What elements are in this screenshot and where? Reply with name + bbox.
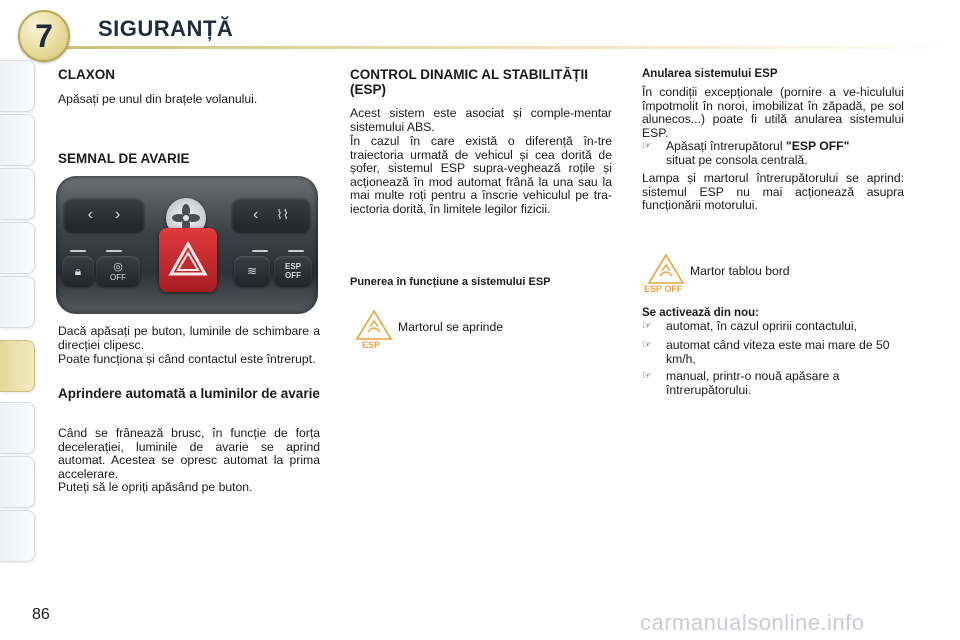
indicator-led	[252, 250, 268, 252]
aprindere-heading: Aprindere automată a luminilor de avarie	[58, 386, 320, 401]
esp-label: ESP	[284, 262, 301, 271]
indicator-led	[70, 250, 86, 252]
esp-text-1: Acest sistem este asociat și comple-mentar sistemului ABS.	[350, 106, 612, 134]
chapter-tab[interactable]	[0, 168, 35, 220]
chapter-tab[interactable]	[0, 402, 35, 454]
esp-off-switch-label: "ESP OFF"	[785, 139, 850, 153]
seat-heat-icon: ⌇⌇	[276, 207, 290, 222]
semnal-heading: SEMNAL DE AVARIE	[58, 151, 190, 166]
reactivare-heading: Se activează din nou:	[642, 307, 759, 319]
list-item	[642, 320, 904, 334]
claxon-text: Apăsați pe unul din brațele volanului.	[58, 92, 258, 106]
martor-aprinde-text: Martorul se aprinde	[398, 320, 503, 334]
aprindere-text-1: Când se frânează brusc, în funcție de forța decelerației, luminile de avarie se aprind automat. Acestea se opresc automat la prima accelerare.	[58, 426, 320, 481]
bullet-text: situat pe consola centrală.	[666, 152, 808, 167]
chapter-tab[interactable]	[0, 456, 35, 508]
chapter-tab[interactable]	[0, 510, 35, 562]
martor-tablou-text: Martor tablou bord	[690, 264, 790, 278]
punerea-heading: Punerea în funcțiune a sistemului ESP	[350, 276, 551, 288]
semnal-text-2: Poate funcționa și când contactul este întrerupt.	[58, 352, 316, 366]
esp-heading: CONTROL DINAMIC AL STABILITĂȚII (ESP)	[350, 67, 588, 97]
chapter-tab[interactable]	[0, 60, 35, 112]
anulare-heading: Anularea sistemului ESP	[642, 68, 778, 80]
header-rule	[60, 46, 950, 49]
chapter-tab[interactable]	[0, 222, 35, 274]
list-item	[642, 140, 904, 167]
chapter-tab[interactable]	[0, 276, 35, 328]
wheel-off-button	[96, 256, 140, 286]
hand-pointer-icon: ☞	[642, 320, 652, 332]
chapter-number: 7	[35, 17, 53, 54]
lampa-text: Lampa și martorul întrerupătorului se aprind: sistemul ESP nu mai acționează asupra funcționării motorului.	[642, 171, 904, 213]
chevron-left-icon: ‹	[252, 206, 259, 223]
chapter-number-badge	[18, 10, 70, 62]
seat-button	[232, 198, 310, 232]
chevron-left-icon: ‹	[87, 206, 93, 223]
watermark: carmanualsonline.info	[640, 610, 865, 635]
esp-off-button	[274, 256, 312, 286]
esp-off-label: OFF	[285, 271, 301, 280]
list-item	[642, 370, 904, 397]
wheel-icon: ◎	[113, 261, 123, 273]
esp-warning-icon	[354, 308, 394, 352]
esp-icon-label: ESP	[362, 340, 381, 350]
lock-icon: 🔒︎	[74, 263, 82, 278]
bullet-text: manual, printr-o nouă apăsare a întrerupătorului.	[666, 369, 840, 397]
turn-signal-button	[64, 198, 144, 232]
esp-off-warning-icon	[642, 252, 690, 298]
esp-off-icon-label: ESP OFF	[644, 284, 683, 294]
list-item	[642, 339, 904, 366]
hand-pointer-icon: ☞	[642, 370, 652, 382]
hand-pointer-icon: ☞	[642, 339, 652, 351]
tyre-icon: ≋	[246, 264, 258, 278]
bullet-text: automat când viteza este mai mare de 50 km/h,	[666, 338, 890, 366]
hand-pointer-icon: ☞	[642, 140, 652, 152]
tyre-button	[234, 256, 270, 286]
bullet-text: automat, în cazul opririi contactului,	[666, 319, 858, 333]
chapter-tab-rail	[0, 60, 38, 580]
hazard-button	[159, 228, 217, 292]
chapter-tab-active[interactable]	[0, 340, 35, 392]
page-number: 86	[32, 606, 50, 623]
anulare-text: În condiții excepționale (pornire a ve-hiculului împotmolit în noroi, imobilizat în zăpadă, pe sol alunecos...) poate fi utilă anularea sistemului ESP.	[642, 85, 904, 140]
wheel-off-label: OFF	[110, 273, 126, 282]
chapter-tab[interactable]	[0, 114, 35, 166]
semnal-text-1: Dacă apăsați pe buton, luminile de schimbare a direcției clipesc.	[58, 324, 320, 352]
hazard-triangle-icon	[159, 228, 217, 292]
page-title: SIGURANȚĂ	[98, 16, 234, 41]
indicator-led	[106, 250, 122, 252]
chevron-right-icon: ›	[115, 206, 121, 223]
claxon-heading: CLAXON	[58, 67, 115, 82]
aprindere-text-2: Puteți să le opriți apăsând pe buton.	[58, 480, 253, 494]
bullet-text: Apăsați întrerupătorul	[666, 139, 786, 153]
lock-button	[62, 256, 94, 286]
esp-text-2: În cazul în care există o diferență în-tre traiectoria urmată de vehicul și cea dorită de șofer, sistemul ESP supra-veghează roțile și acționează în mod automat frână la una sau la mai multe roți pentru a înscrie vehiculul pe tra-iectoria dorită, în limitele legilor fizicii.	[350, 134, 612, 216]
indicator-led	[288, 250, 304, 252]
hazard-switch-panel-photo	[56, 176, 318, 314]
